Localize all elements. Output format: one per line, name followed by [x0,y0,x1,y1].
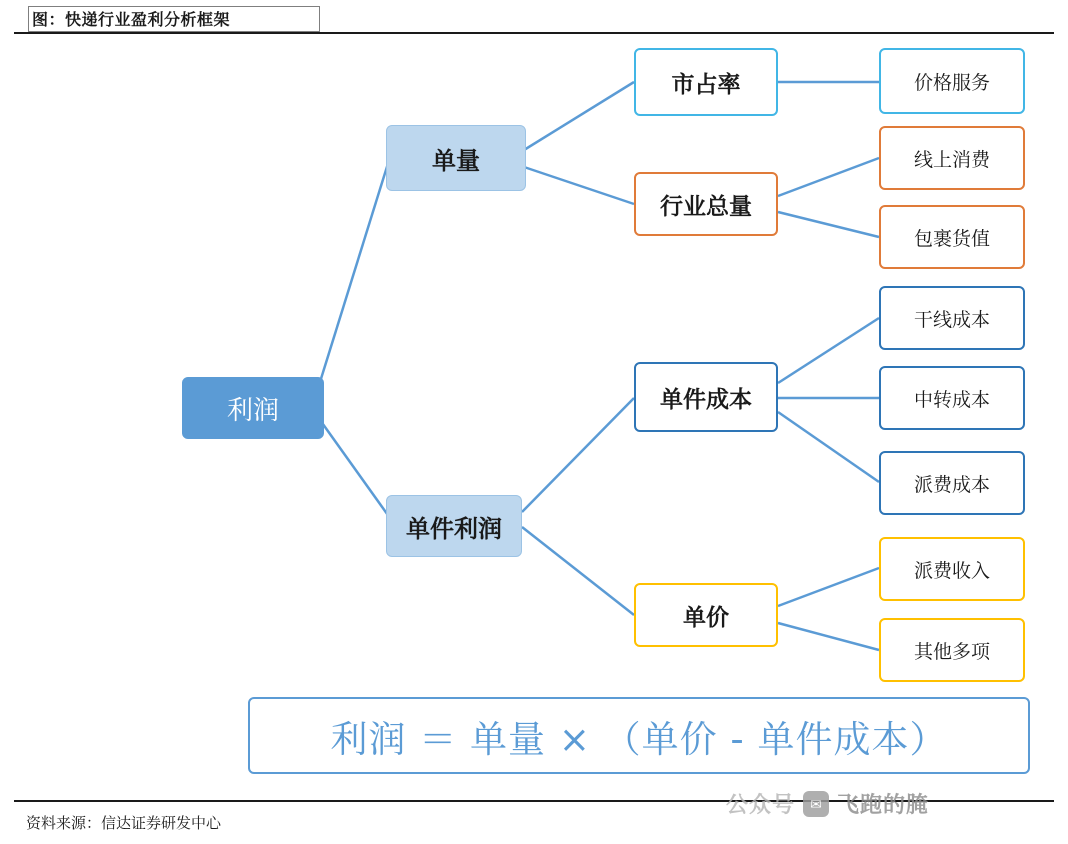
node-label: 干线成本 [913,308,990,331]
node-label: 中转成本 [913,388,990,411]
node-label: 价格服务 [913,71,990,94]
source-note: 资料来源：信达证券研发中心 [26,814,222,832]
node-other-items[interactable] [879,618,1025,682]
watermark [726,788,929,819]
page-title: 图：快递行业盈利分析框架 [32,10,231,29]
chat-badge-icon: ✉ [803,791,829,817]
node-label: 单价 [683,604,729,631]
node-label: 单件成本 [660,386,752,413]
node-order-volume[interactable] [386,125,526,191]
node-label: 包裹货值 [913,227,990,250]
node-label: 派费成本 [913,473,990,496]
node-market-share[interactable] [634,48,778,116]
node-online-consumption[interactable] [879,126,1025,190]
node-unit-cost[interactable] [634,362,778,432]
node-label: 行业总量 [660,193,752,220]
watermark-account-name: 飞跑的腌 [837,793,930,818]
node-label: 派费收入 [913,559,990,582]
node-delivery-cost[interactable] [879,451,1025,515]
node-label: 其他多项 [913,640,990,663]
node-industry-total[interactable] [634,172,778,236]
node-root-profit[interactable] [182,377,324,439]
node-label: 市占率 [671,71,741,98]
node-transfer-cost[interactable] [879,366,1025,430]
node-label: 利润 [226,395,279,426]
node-label: 单量 [432,146,480,175]
node-price-service[interactable] [879,48,1025,114]
formula-box [248,697,1030,774]
node-trunk-cost[interactable] [879,286,1025,350]
node-delivery-revenue[interactable] [879,537,1025,601]
node-label: 单件利润 [406,514,502,543]
node-unit-price[interactable] [634,583,778,647]
watermark-text: 公众号 [726,793,796,818]
formula-text: 利润 ＝ 单量 × （单价 - 单件成本） [330,717,948,761]
node-label: 线上消费 [913,148,990,171]
node-parcel-value[interactable] [879,205,1025,269]
node-unit-profit[interactable] [386,495,522,557]
